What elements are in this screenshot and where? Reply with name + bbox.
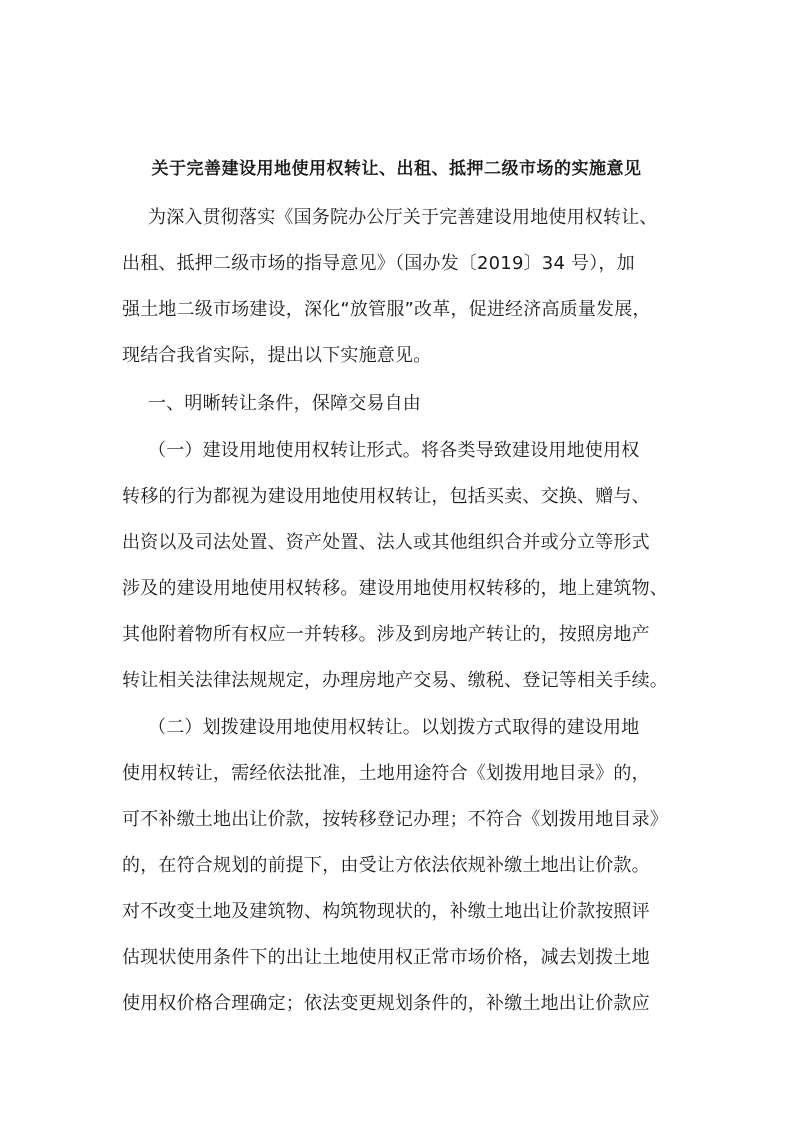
- paragraph-line: 出租、抵押二级市场的指导意见》（国办发〔2019〕34 号），加: [122, 253, 635, 274]
- section-heading: 一、明晰转让条件，保障交易自由: [148, 393, 421, 414]
- paragraph-line: 现结合我省实际，提出以下实施意见。: [122, 345, 432, 366]
- paragraph-line: （一）建设用地使用权转让形式。将各类导致建设用地使用权: [148, 440, 640, 461]
- paragraph-line: 可不补缴土地出让价款，按转移登记办理；不符合《划拨用地目录》: [122, 809, 668, 830]
- paragraph-line: 为深入贯彻落实《国务院办公厅关于完善建设用地使用权转让、: [148, 207, 658, 228]
- paragraph-line: 转让相关法律法规规定，办理房地产交易、缴税、登记等相关手续。: [122, 670, 668, 691]
- paragraph-line: 使用权价格合理确定；依法变更规划条件的，补缴土地出让价款应: [122, 993, 650, 1014]
- paragraph-line: 出资以及司法处置、资产处置、法人或其他组织合并或分立等形式: [122, 532, 650, 553]
- paragraph-line: 转移的行为都视为建设用地使用权转让，包括买卖、交换、赠与、: [122, 486, 650, 507]
- paragraph-line: 使用权转让，需经依法批准，土地用途符合《划拨用地目录》的，: [122, 763, 650, 784]
- paragraph-line: 涉及的建设用地使用权转移。建设用地使用权转移的，地上建筑物、: [122, 578, 668, 599]
- paragraph-line: 强土地二级市场建设，深化“放管服”改革，促进经济高质量发展，: [122, 299, 651, 320]
- paragraph-line: 的，在符合规划的前提下，由受让方依法依规补缴土地出让价款。: [122, 855, 650, 876]
- paragraph-line: 其他附着物所有权应一并转移。涉及到房地产转让的，按照房地产: [122, 624, 650, 645]
- document-title: 关于完善建设用地使用权转让、出租、抵押二级市场的实施意见: [151, 159, 642, 179]
- paragraph-line: （二）划拨建设用地使用权转让。以划拨方式取得的建设用地: [148, 717, 640, 738]
- paragraph-line: 估现状使用条件下的出让土地使用权正常市场价格，减去划拨土地: [122, 947, 650, 968]
- paragraph-line: 对不改变土地及建筑物、构筑物现状的，补缴土地出让价款按照评: [122, 901, 650, 922]
